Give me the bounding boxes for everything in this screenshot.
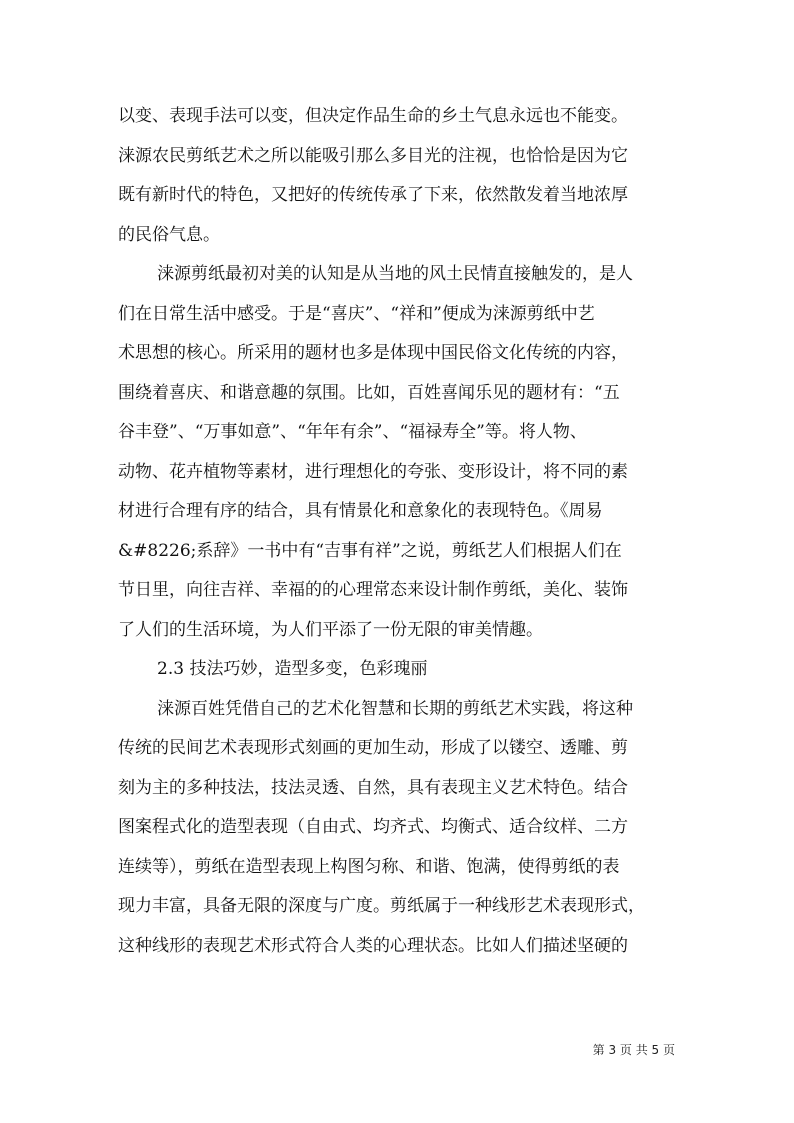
text-line: 谷丰登”、“万事如意”、“年年有余”、“福禄寿全”等。将人物、 [118, 422, 587, 442]
text-line: 材进行合理有序的结合，具有情景化和意象化的表现特色。《周易 [118, 501, 603, 521]
section-heading: 2.3 技法巧妙，造型多变，色彩瑰丽 [157, 659, 428, 679]
text-line: 术思想的核心。所采用的题材也多是体现中国民俗文化传统的内容， [118, 343, 628, 363]
page-number: 第 3 页 共 5 页 [592, 1043, 675, 1057]
paragraph-start-line: 涞源剪纸最初对美的认知是从当地的风土民情直接触发的，是人 [157, 264, 633, 284]
text-line: 了人们的生活环境，为人们平添了一份无限的审美情趣。 [118, 619, 543, 640]
text-line: 图案程式化的造型表现（自由式、均齐式、均衡式、适合纹样、二方 [118, 817, 628, 837]
text-line: 连续等），剪纸在造型表现上构图匀称、和谐、饱满，使得剪纸的表 [118, 856, 620, 877]
text-line: 既有新时代的特色，又把好的传统传承了下来，依然散发着当地浓厚 [118, 185, 628, 205]
paragraph-start-line: 涞源百姓凭借自己的艺术化智慧和长期的剪纸艺术实践，将这种 [157, 698, 633, 719]
body-text [118, 97, 684, 966]
text-line: 涞源农民剪纸艺术之所以能吸引那么多目光的注视，也恰恰是因为它 [118, 145, 628, 166]
text-line: 的民俗气息。 [118, 224, 220, 245]
text-line: 传统的民间艺术表现形式刻画的更加生动，形成了以镂空、透雕、剪 [118, 738, 628, 758]
text-line: &#8226;系辞》一书中有“吉事有祥”之说，剪纸艺人们根据人们在 [118, 540, 622, 561]
text-line: 节日里，向往吉祥、幸福的的心理常态来设计制作剪纸，美化、装饰 [118, 580, 628, 600]
text-line: 刻为主的多种技法，技法灵透、自然，具有表现主义艺术特色。结合 [118, 777, 628, 798]
text-line: 这种线形的表现艺术形式符合人类的心理状态。比如人们描述坚硬的 [118, 935, 628, 956]
text-line: 围绕着喜庆、和谐意趣的氛围。比如，百姓喜闻乐见的题材有：“五 [118, 382, 620, 403]
text-line: 动物、花卉植物等素材，进行理想化的夸张、变形设计，将不同的素 [118, 461, 628, 482]
text-line: 们在日常生活中感受。于是“喜庆”、“祥和”便成为涞源剪纸中艺 [118, 303, 595, 324]
text-line: 现力丰富，具备无限的深度与广度。剪纸属于一种线形艺术表现形式， [118, 896, 645, 916]
text-line: 以变、表现手法可以变，但决定作品生命的乡土气息永远也不能变。 [118, 106, 628, 126]
